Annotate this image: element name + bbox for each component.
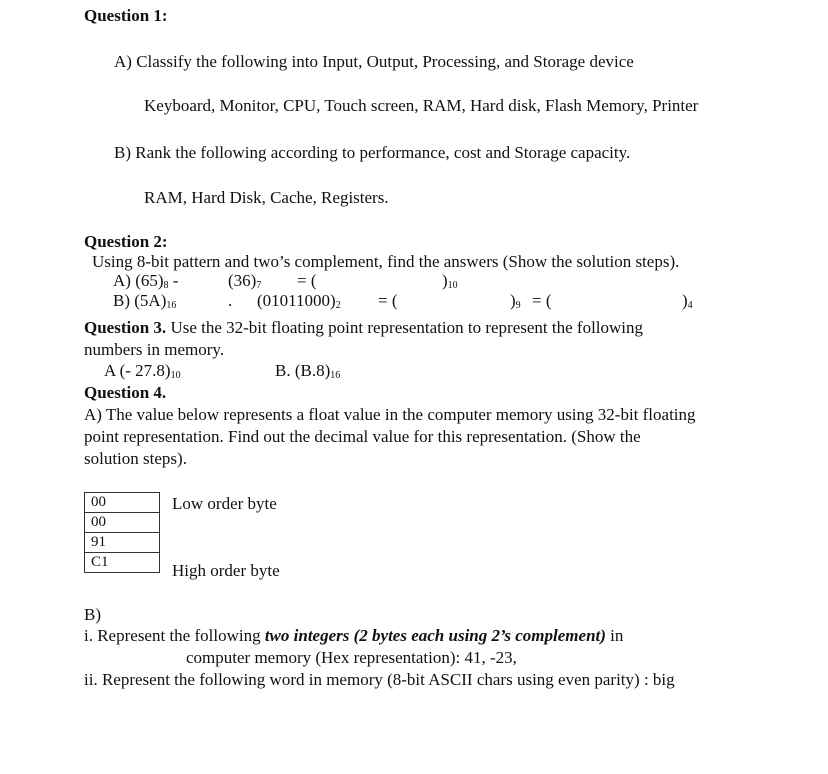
q2-intro: Using 8-bit pattern and two’s complement, find the answers (Show the solution steps).	[92, 252, 680, 271]
memory-byte-cell: 00	[85, 513, 160, 533]
q2-a-minus: -	[168, 271, 179, 290]
q2-b-result1	[510, 291, 521, 311]
q2-b-equals: = (	[378, 291, 398, 310]
q2-b-result2	[682, 291, 693, 311]
q3-text2: numbers in memory.	[84, 340, 225, 359]
q4-b-i-start: i. Represent the following	[84, 626, 265, 645]
q2-b-dot: .	[228, 291, 233, 310]
q2-part-b	[113, 291, 176, 311]
memory-byte-row	[85, 493, 160, 513]
q1-part-a-text: A) Classify the following into Input, Output, Processing, and Storage device	[114, 52, 634, 71]
q2-b-base2: 2	[335, 300, 341, 311]
q3-part-b	[275, 361, 340, 381]
q1-part-b-text: B) Rank the following according to performance, cost and Storage capacity.	[114, 143, 631, 162]
q1-heading: Question 1:	[84, 6, 168, 25]
q2-a-result	[442, 271, 458, 291]
q3-a-base: 10	[170, 370, 181, 381]
q4-heading: Question 4.	[84, 383, 167, 402]
q3-part-a	[104, 361, 181, 381]
q2-b-base4: 4	[687, 300, 693, 311]
memory-byte-cell: 00	[85, 493, 160, 513]
q4-a-line3: solution steps).	[84, 449, 187, 468]
q3-b-label: B. (B.8)	[275, 361, 331, 380]
q2-b-close2: )	[682, 291, 688, 310]
q3-a-label: A (- 27.8)	[104, 361, 171, 380]
q2-b-value2: (01011000)	[257, 291, 336, 310]
memory-byte-cell: 91	[85, 533, 160, 553]
q3-line1	[84, 318, 643, 338]
q3-text1: Use the 32-bit floating point representation to represent the following	[166, 318, 644, 337]
memory-byte-row	[85, 533, 160, 553]
q3-heading: Question 3.	[84, 318, 167, 337]
q4-b-i-emphasis: two integers (2 bytes each using 2’s complement)	[264, 626, 606, 645]
q2-a-close: )	[442, 271, 448, 290]
q1-part-a-items: Keyboard, Monitor, CPU, Touch screen, RAM, Hard disk, Flash Memory, Printer	[144, 96, 699, 115]
q2-b-label: B) (5A)	[113, 291, 167, 310]
q2-b-operand	[257, 291, 341, 311]
high-order-byte-label: High order byte	[172, 561, 280, 580]
q4-b-ii: ii. Represent the following word in memory (8-bit ASCII chars using even parity) : big	[84, 670, 675, 689]
q2-a-base1: 8	[163, 280, 169, 291]
q2-a-base3: 10	[447, 280, 458, 291]
q4-b-i-line2: computer memory (Hex representation): 41, -23,	[186, 648, 517, 667]
q2-part-a	[113, 271, 178, 291]
q2-a-value2: (36)	[228, 271, 257, 290]
q2-b-base1: 16	[166, 300, 177, 311]
q4-a-line1: A) The value below represents a float value in the computer memory using 32-bit floating	[84, 405, 696, 424]
q2-b-base3: 9	[515, 300, 521, 311]
q4-b-heading: B)	[84, 605, 101, 624]
q2-a-base2: 7	[256, 280, 262, 291]
q4-b-i-line1	[84, 626, 623, 646]
q2-a-operand	[228, 271, 261, 291]
memory-byte-row	[85, 513, 160, 533]
q3-b-base: 16	[330, 370, 341, 381]
q4-a-line2: point representation. Find out the decimal value for this representation. (Show the	[84, 427, 641, 446]
q2-heading: Question 2:	[84, 232, 168, 251]
q1-part-b-items: RAM, Hard Disk, Cache, Registers.	[144, 188, 389, 207]
q4-b-i-end: in	[605, 626, 624, 645]
memory-byte-row	[85, 553, 160, 573]
low-order-byte-label: Low order byte	[172, 494, 277, 513]
q2-b-equals2: = (	[532, 291, 552, 310]
q2-b-close1: )	[510, 291, 516, 310]
q2-a-equals: = (	[297, 271, 317, 290]
q2-a-label: A) (65)	[113, 271, 164, 290]
memory-byte-cell: C1	[85, 553, 160, 573]
memory-bytes-table	[84, 492, 160, 573]
